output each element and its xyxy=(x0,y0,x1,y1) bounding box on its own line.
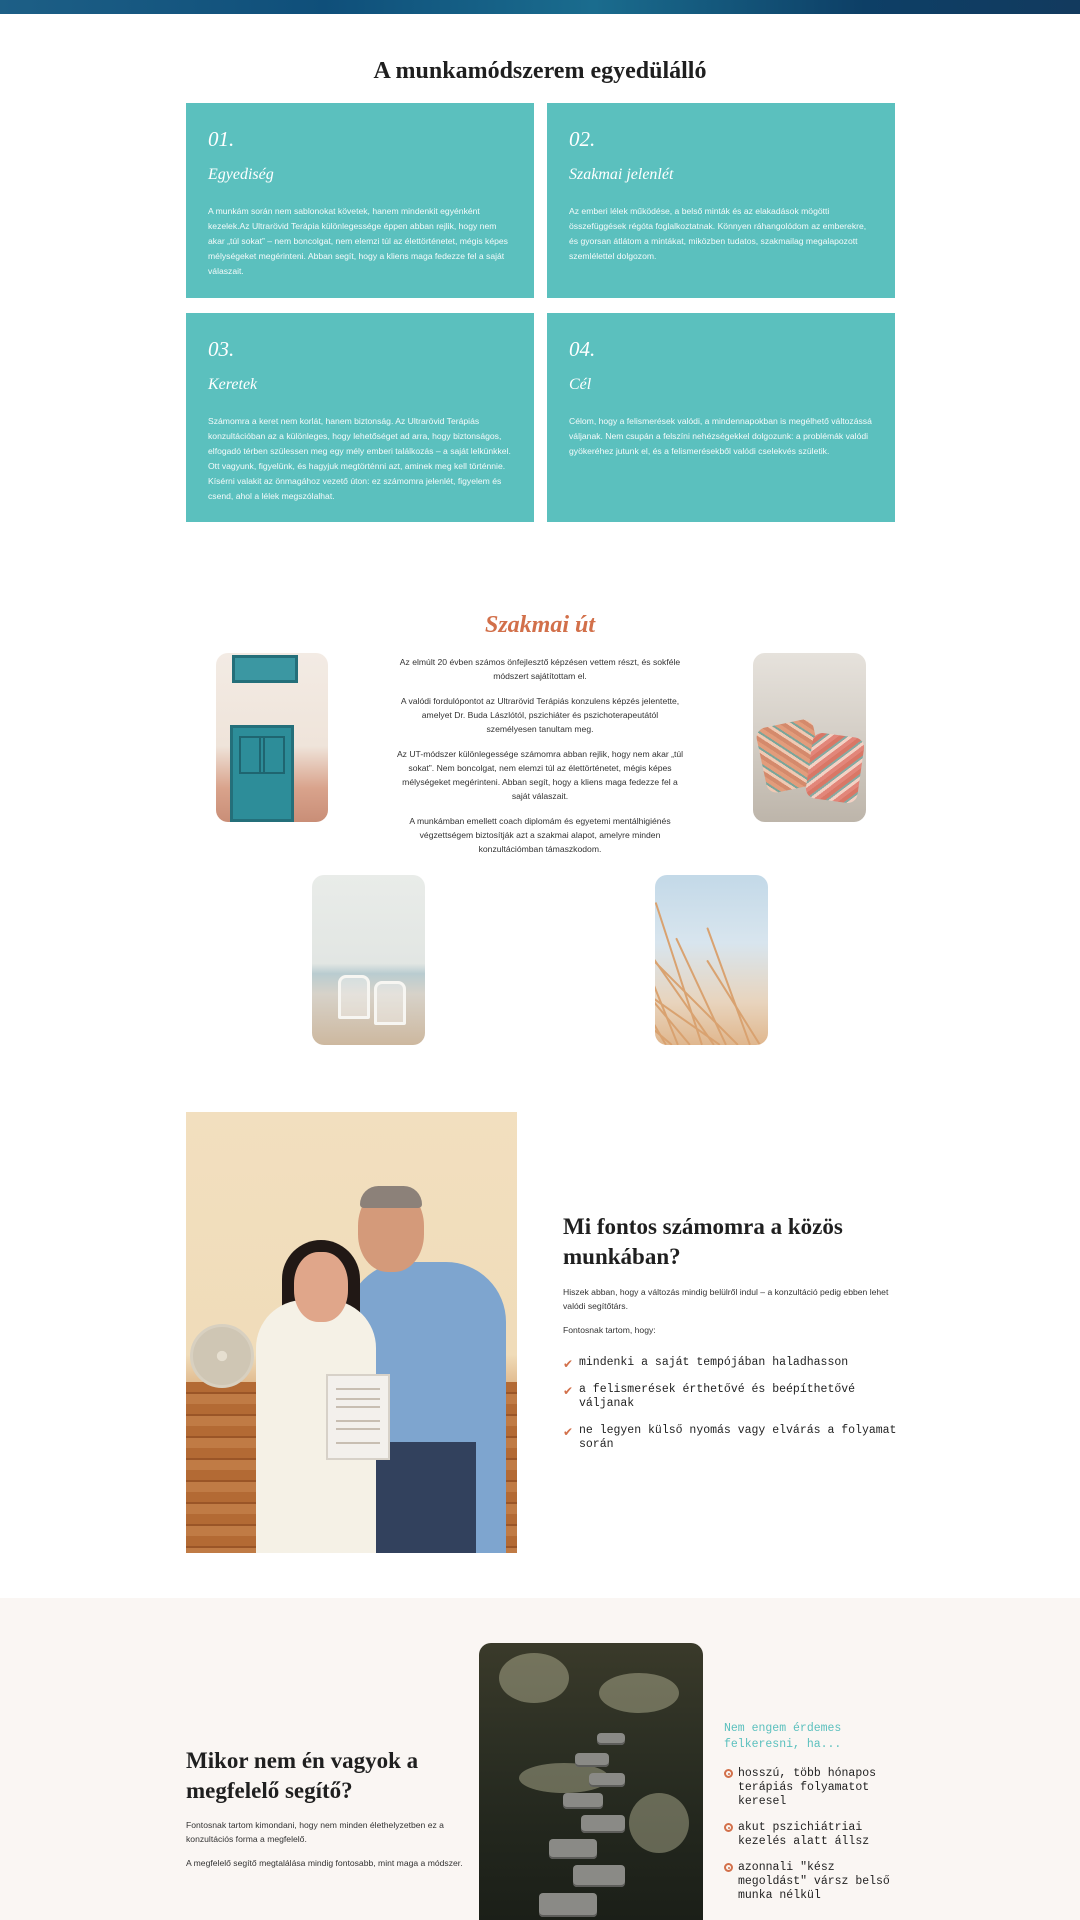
stone-shape xyxy=(575,1753,609,1767)
check-icon: ✔ xyxy=(563,1425,574,1439)
fan-shape xyxy=(190,1324,254,1388)
check-list-text: a felismerések érthetővé és beépíthetővé váljanak xyxy=(579,1383,856,1410)
window-shape xyxy=(232,655,298,683)
blue-door-photo xyxy=(216,653,328,822)
not-right-list-item xyxy=(724,1861,904,1903)
circle-bullet-icon xyxy=(724,1863,733,1872)
light-spot-shape xyxy=(629,1793,689,1853)
grass-blade-shape xyxy=(706,927,751,1045)
card-text: Célom, hogy a felismerések valódi, a mindennapokban is megélhető változássá váljanak. Nem csupán a felszíni nehézségekkel dolgozunk: a problémák valódi gyökeréhez jutunk el, és a felismerésekből valódi cselekvés születik. xyxy=(569,416,872,456)
couple-certificate-photo xyxy=(186,1112,517,1553)
stone-shape xyxy=(589,1773,625,1787)
feature-card-presence xyxy=(547,103,895,298)
card-title: Egyediség xyxy=(208,166,274,183)
hero-image-bottom-strip xyxy=(0,0,1080,14)
check-list-item xyxy=(563,1383,903,1411)
card-title: Keretek xyxy=(208,376,258,393)
card-number: 02. xyxy=(569,127,596,151)
card-title: Szakmai jelenlét xyxy=(569,166,674,183)
certificate-shape xyxy=(326,1374,390,1460)
not-right-paragraph: Fontosnak tartom kimondani, hogy nem minden élethelyzetben ez a konzultációs forma a megfelelő. xyxy=(186,1820,444,1844)
grass-blade-shape xyxy=(706,960,761,1045)
beach-chairs-photo xyxy=(312,875,425,1045)
card-text: A munkám során nem sablonokat követek, hanem mindenkit egyénként kezelek.Az Ultrarövid Terápia különlegessége éppen abban rejlik, hogy nem akar „túl sokat” – nem boncolgat, nem elemzi túl az élettörténetet, mégis képes mélységeket megérinteni. Abban segít, hogy a kliens maga fedezze fel a saját válaszait. xyxy=(208,206,508,276)
important-check-list xyxy=(563,1356,903,1465)
woman-head-shape xyxy=(294,1252,348,1322)
check-list-item xyxy=(563,1424,903,1452)
card-text: Számomra a keret nem korlát, hanem biztonság. Az Ultrarövid Terápiás konzultációban az a különleges, hogy lehetőséget ad arra, hogy biztonságos, elfogadó térben szülessen meg egy mély emberi találkozás – a saját lelkünkkel. Ott vagyunk, figyelünk, és hagyjuk megtörténni azt, aminek meg kell történnie. Kísérni valakit az önmagához vezető úton: ez számomra jelenlét, figyelem és csend, ahol a lélek megszólalhat. xyxy=(208,416,511,501)
stone-shape xyxy=(549,1839,597,1859)
light-spot-shape xyxy=(599,1673,679,1713)
card-number: 03. xyxy=(208,337,235,361)
card-title: Cél xyxy=(569,376,592,393)
important-paragraph: Fontosnak tartom, hogy: xyxy=(563,1325,656,1335)
check-list-text: mindenki a saját tempójában haladhasson xyxy=(579,1356,849,1369)
not-right-list-text: azonnali "kész megoldást" vársz belső munka nélkül xyxy=(738,1861,890,1902)
not-right-section-title: Mikor nem én vagyok a megfelelő segítő? xyxy=(186,1748,419,1803)
card-number: 04. xyxy=(569,337,596,361)
man-hair-shape xyxy=(360,1186,422,1208)
chair-shape xyxy=(374,981,406,1025)
stepping-stones-photo xyxy=(479,1643,703,1920)
not-right-list-text: akut pszichiátriai kezelés alatt állsz xyxy=(738,1821,870,1848)
pillow-shape xyxy=(805,732,866,805)
journey-paragraph: A valódi fordulópontot az Ultrarövid Terápiás konzulens képzés jelentette, amelyet Dr. Buda Lászlótól, pszichiáter és pszichoterapeutától személyesen tanultam meg. xyxy=(400,696,680,734)
circle-bullet-icon xyxy=(724,1823,733,1832)
check-icon: ✔ xyxy=(563,1384,574,1398)
pillows-photo xyxy=(753,653,866,822)
stone-shape xyxy=(563,1793,603,1809)
important-paragraph: Hiszek abban, hogy a változás mindig belülről indul – a konzultáció pedig ebben lehet valódi segítőtárs. xyxy=(563,1287,889,1311)
grass-photo xyxy=(655,875,768,1045)
not-right-paragraph: A megfelelő segítő megtalálása mindig fontosabb, mint maga a módszer. xyxy=(186,1858,463,1868)
not-right-list-item xyxy=(724,1767,904,1809)
journey-section-title: Szakmai út xyxy=(484,612,596,638)
stone-shape xyxy=(539,1893,597,1917)
stone-shape xyxy=(573,1865,625,1887)
journey-text-block xyxy=(396,655,684,867)
check-icon: ✔ xyxy=(563,1357,574,1371)
light-spot-shape xyxy=(499,1653,569,1703)
not-right-list-heading: Nem engem érdemes felkeresni, ha... xyxy=(724,1722,842,1751)
check-list-text: ne legyen külső nyomás vagy elvárás a folyamat során xyxy=(579,1424,897,1451)
circle-bullet-icon xyxy=(724,1769,733,1778)
check-list-item xyxy=(563,1356,903,1370)
stone-shape xyxy=(597,1733,625,1745)
not-right-list-text: hosszú, több hónapos terápiás folyamatot keresel xyxy=(738,1767,877,1808)
feature-card-frames xyxy=(186,313,534,522)
method-section-title: A munkamódszerem egyedülálló xyxy=(373,58,707,84)
journey-paragraph: Az UT-módszer különlegessége számomra abban rejlik, hogy nem akar „túl sokat”. Nem boncolgat, nem elemzi túl az élettörténetet, mégis képes mélységeket megérinteni. Abban segít, hogy a kliens maga fedezze fel a saját válaszait. xyxy=(396,749,684,801)
man-jeans-shape xyxy=(376,1442,476,1553)
chair-shape xyxy=(338,975,370,1019)
not-right-list-item xyxy=(724,1821,904,1849)
feature-card-uniqueness xyxy=(186,103,534,298)
journey-paragraph: A munkámban emellett coach diplomám és egyetemi mentálhigiénés végzettségem biztosítják azt a szakmai alapot, amelyre minden konzultációmban támaszkodom. xyxy=(409,816,671,854)
card-number: 01. xyxy=(208,127,235,151)
journey-paragraph: Az elmúlt 20 évben számos önfejlesztő képzésen vettem részt, és sokféle módszert sajátítottam el. xyxy=(399,657,681,681)
important-section-title: Mi fontos számomra a közös munkában? xyxy=(563,1214,843,1269)
stone-shape xyxy=(581,1815,625,1833)
door-shape xyxy=(230,725,294,822)
card-text: Az emberi lélek működése, a belső minták és az elakadások mögötti összefüggések régóta foglalkoztatnak. Könnyen ráhangolódom az emberekre, és gyorsan átlátom a mintákat, miközben tudatos, szakmailag megalapozott szemlélettel dolgozom. xyxy=(569,206,867,261)
feature-card-goal xyxy=(547,313,895,522)
not-right-list xyxy=(724,1767,904,1915)
